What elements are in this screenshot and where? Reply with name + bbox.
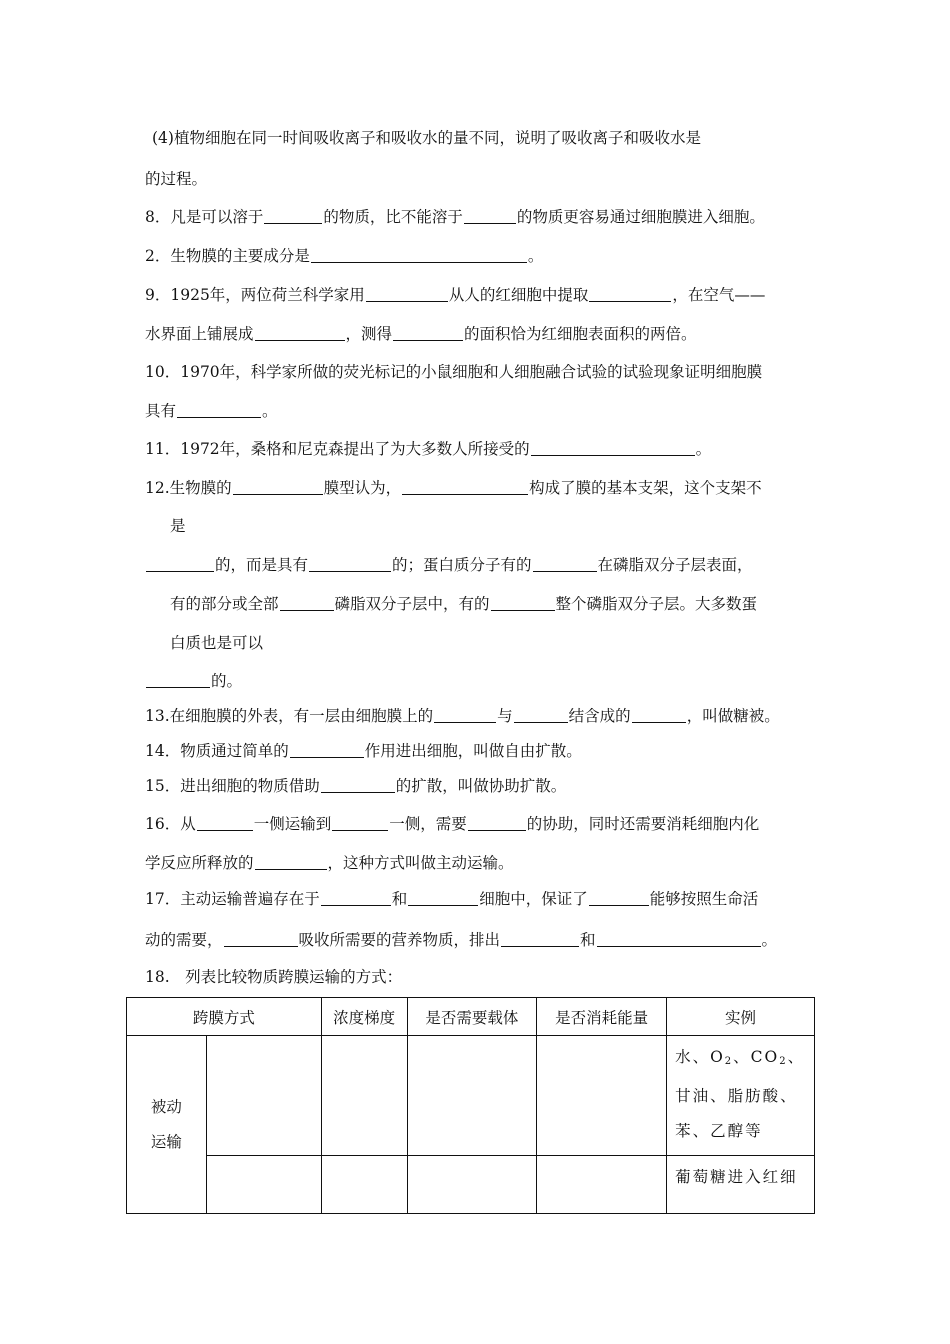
q17-text-b: 和 xyxy=(391,890,408,908)
table-cell[interactable] xyxy=(407,1156,537,1214)
q11-line xyxy=(145,438,711,460)
q9-text-e: ，测得 xyxy=(345,325,393,343)
q12-line4 xyxy=(170,593,757,615)
table-header-row xyxy=(127,998,815,1036)
q15-text-a: 15．进出细胞的物质借助 xyxy=(145,777,320,795)
q17-text-e: 动的需要， xyxy=(145,931,223,949)
q13-blank-3[interactable] xyxy=(632,706,686,723)
q9-blank-4[interactable] xyxy=(393,324,463,341)
q18-line xyxy=(145,966,402,988)
q13-text-c: 结含成的 xyxy=(568,707,631,725)
q17-blank-5[interactable] xyxy=(501,930,579,947)
q17-blank-3[interactable] xyxy=(589,889,649,906)
q17-text-h: 。 xyxy=(761,931,778,949)
q13-text-a: 13.在细胞膜的外表，有一层由细胞膜上的 xyxy=(145,707,434,725)
q12-blank-8[interactable] xyxy=(146,671,210,688)
q17-blank-6[interactable] xyxy=(597,930,761,947)
q4-end-text: 的过程。 xyxy=(145,170,208,188)
q11-text-b: 。 xyxy=(695,440,712,458)
table-cell[interactable] xyxy=(206,1036,321,1156)
q10-text-b: 具有 xyxy=(145,402,177,420)
q13-line xyxy=(145,705,780,727)
q8-text-a: 8．凡是可以溶于 xyxy=(145,208,264,226)
q12-text-b: 膜型认为， xyxy=(323,479,402,497)
header-cell-method: 跨膜方式 xyxy=(127,998,322,1036)
table-cell[interactable] xyxy=(537,1036,667,1156)
table-cell[interactable] xyxy=(537,1156,667,1214)
q8-line xyxy=(145,206,765,228)
example-1-text-b: 、CO xyxy=(733,1048,780,1066)
q9-blank-1[interactable] xyxy=(366,285,448,302)
q10-text-a: 10．1970年，科学家所做的荧光标记的小鼠细胞和人细胞融合试验的试验现象证明细胞膜 xyxy=(145,363,763,381)
q12-text-d: 是 xyxy=(170,517,186,535)
q17-text-c: 细胞中，保证了 xyxy=(479,890,588,908)
q9-text-c: ，在空气—— xyxy=(672,286,766,304)
q12-line5 xyxy=(170,632,263,654)
q17-text-f: 吸收所需要的营养物质，排出 xyxy=(298,931,501,949)
q11-text-a: 11．1972年，桑格和尼克森提出了为大多数人所接受的 xyxy=(145,440,530,458)
q10-line2 xyxy=(145,400,278,422)
q2-text-b: 。 xyxy=(527,247,544,265)
q8-text-c: 的物质更容易通过细胞膜进入细胞。 xyxy=(516,208,765,226)
q12-text-h: 有的部分或全部 xyxy=(170,595,279,613)
header-cell-gradient: 浓度梯度 xyxy=(321,998,407,1036)
q9-line1 xyxy=(145,284,765,306)
q2-blank-1[interactable] xyxy=(311,246,527,263)
q4-line2 xyxy=(145,168,207,190)
q17-text-g: 和 xyxy=(580,931,596,949)
q8-blank-1[interactable] xyxy=(264,207,322,224)
q14-text-b: 作用进出细胞，叫做自由扩散。 xyxy=(364,742,582,760)
q9-blank-2[interactable] xyxy=(589,285,671,302)
q17-blank-1[interactable] xyxy=(321,889,391,906)
q16-text-f: ，这种方式叫做主动运输。 xyxy=(327,854,514,872)
o2-subscript: 2 xyxy=(724,1056,734,1067)
q15-line xyxy=(145,775,566,797)
q12-line2 xyxy=(170,515,186,537)
example-cell-2: 葡萄糖进入红细 xyxy=(667,1156,815,1214)
comparison-table xyxy=(126,997,815,1214)
example-1-text-a: 水、O xyxy=(675,1048,725,1066)
example-1-text-c: 、甘油、脂肪酸、苯、乙醇等 xyxy=(675,1048,806,1140)
q12-line6 xyxy=(145,670,242,692)
q12-text-f: 的；蛋白质分子有的 xyxy=(392,556,532,574)
q10-line1 xyxy=(145,361,762,383)
q17-blank-2[interactable] xyxy=(408,889,478,906)
table-row xyxy=(127,1036,815,1156)
q12-text-k: 白质也是可以 xyxy=(170,634,264,652)
q13-text-d: ，叫做糖被。 xyxy=(686,707,780,725)
q12-blank-1[interactable] xyxy=(233,478,323,495)
example-cell-1 xyxy=(667,1036,815,1156)
table-cell[interactable] xyxy=(407,1036,537,1156)
q4-line1 xyxy=(152,127,701,149)
q13-blank-2[interactable] xyxy=(514,706,568,723)
header-cell-energy: 是否消耗能量 xyxy=(537,998,667,1036)
q16-text-d: 的协助，同时还需要消耗细胞内化 xyxy=(526,815,760,833)
q8-blank-2[interactable] xyxy=(464,207,516,224)
q12-blank-7[interactable] xyxy=(491,594,555,611)
q9-text-d: 水界面上铺展成 xyxy=(145,325,254,343)
q12-blank-3[interactable] xyxy=(146,555,214,572)
table-cell[interactable] xyxy=(321,1156,407,1214)
q16-text-a: 16．从 xyxy=(145,815,196,833)
header-cell-carrier: 是否需要载体 xyxy=(407,998,537,1036)
q16-text-c: 一侧，需要 xyxy=(389,815,467,833)
q12-blank-5[interactable] xyxy=(533,555,597,572)
q16-blank-1[interactable] xyxy=(197,814,253,831)
table-row xyxy=(127,1156,815,1214)
q9-text-a: 9．1925年，两位荷兰科学家用 xyxy=(145,286,365,304)
q12-text-l: 的。 xyxy=(211,672,243,690)
passive-transport-label: 被动 运输 xyxy=(150,1097,182,1151)
q14-blank-1[interactable] xyxy=(290,741,364,758)
q14-line xyxy=(145,740,582,762)
q11-blank-1[interactable] xyxy=(531,439,695,456)
q17-text-d: 能够按照生命活 xyxy=(649,890,759,908)
q8-text-b: 的物质，比不能溶于 xyxy=(323,208,463,226)
q12-text-g: 在磷脂双分子层表面， xyxy=(597,556,753,574)
q16-blank-4[interactable] xyxy=(255,853,327,870)
header-cell-example: 实例 xyxy=(667,998,815,1036)
q13-text-b: 与 xyxy=(497,707,513,725)
q15-text-b: 的扩散，叫做协助扩散。 xyxy=(395,777,567,795)
q9-text-b: 从人的红细胞中提取 xyxy=(448,286,589,304)
q16-line2 xyxy=(145,852,514,874)
q12-blank-6[interactable] xyxy=(280,594,334,611)
q17-text-a: 17．主动运输普遍存在于 xyxy=(145,890,320,908)
q14-text-a: 14．物质通过简单的 xyxy=(145,742,289,760)
q17-blank-4[interactable] xyxy=(224,930,298,947)
q16-text-e: 学反应所释放的 xyxy=(145,854,254,872)
q12-line3 xyxy=(145,554,753,576)
q4-text: (4)植物细胞在同一时间吸收离子和吸收水的量不同，说明了吸收离子和吸收水是 xyxy=(152,129,701,147)
q12-text-c: 构成了膜的基本支架，这个支架不 xyxy=(529,479,762,497)
table-cell[interactable] xyxy=(321,1036,407,1156)
q12-text-e: 的，而是具有 xyxy=(215,556,309,574)
q16-line1 xyxy=(145,813,759,835)
q16-text-b: 一侧运输到 xyxy=(253,815,332,833)
q2-text-a: 2．生物膜的主要成分是 xyxy=(145,247,310,265)
q9-line2 xyxy=(145,323,697,345)
q16-blank-3[interactable] xyxy=(468,814,526,831)
q12-text-a: 12.生物膜的 xyxy=(145,479,232,497)
q12-blank-2[interactable] xyxy=(402,478,528,495)
q17-line1 xyxy=(145,888,758,910)
q9-text-f: 的面积恰为红细胞表面积的两倍。 xyxy=(464,325,697,343)
q2-line xyxy=(145,245,543,267)
q10-blank-1[interactable] xyxy=(177,401,261,418)
q18-text: 18. 列表比较物质跨膜运输的方式： xyxy=(145,968,403,986)
co2-subscript: 2 xyxy=(779,1056,788,1067)
q17-line2 xyxy=(145,929,777,951)
table-cell[interactable] xyxy=(206,1156,321,1214)
q16-blank-2[interactable] xyxy=(332,814,388,831)
q15-blank-1[interactable] xyxy=(321,776,395,793)
q12-text-j: 整个磷脂双分子层。大多数蛋 xyxy=(555,595,758,613)
q13-blank-1[interactable] xyxy=(434,706,496,723)
q12-line1 xyxy=(145,477,762,499)
q9-blank-3[interactable] xyxy=(255,324,345,341)
q12-text-i: 磷脂双分子层中，有的 xyxy=(334,595,490,613)
passive-transport-cell xyxy=(127,1036,207,1214)
q12-blank-4[interactable] xyxy=(309,555,391,572)
q10-text-c: 。 xyxy=(262,402,278,420)
